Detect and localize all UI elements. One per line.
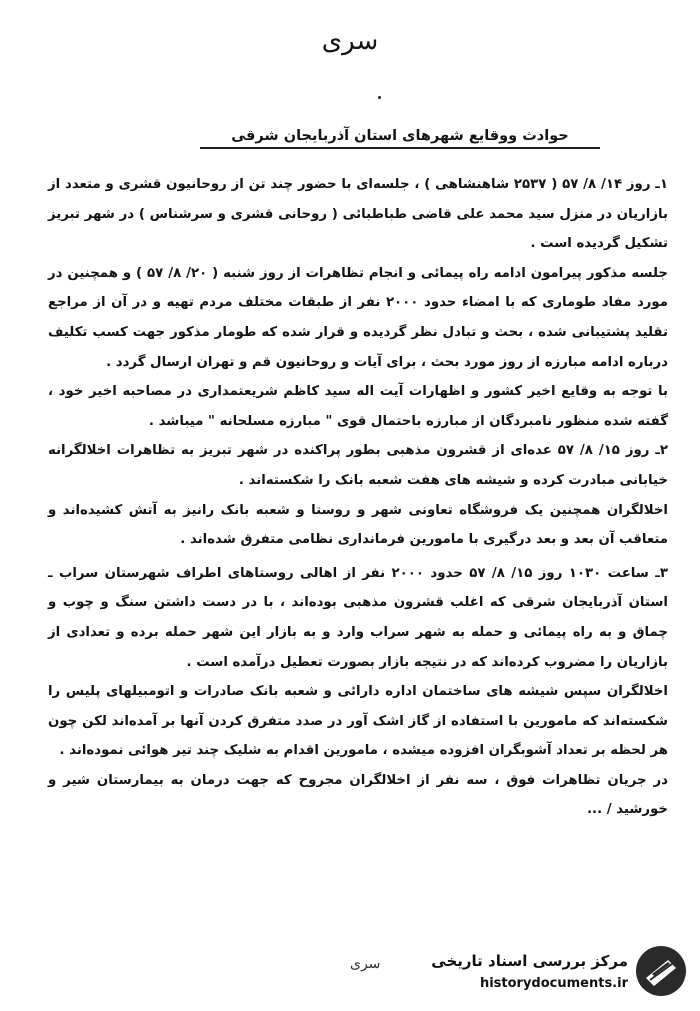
paragraph-1: ۱ـ روز ۱۴/ ۸/ ۵۷ ( ۲۵۳۷ شاهنشاهی ) ، جلسه‌ای با حضور چند تن از روحانیون قشری و متعدد از بازاریان در منزل سید محمد علی قاضی طباطبائی ( روحانی قشری و سرشناس ) در شهر تبریز تشکیل گردیده است . xyxy=(48,177,668,252)
paragraph-6: ۳ـ ساعت ۱۰۳۰ روز ۱۵/ ۸/ ۵۷ حدود ۲۰۰۰ نفر از اهالی روستاهای اطراف شهرستان سراب ـ استان آذربایجان شرقی که اغلب قشرون مذهبی بوده‌اند ، با در دست داشتن سنگ و چوب و چماق و به راه پیمائی و حمله به شهر سراب وارد و به بازار این شهر حمله برده و تعدادی از بازاریان را مضروب کرده‌اند که در نتیجه بازار بصورت تعطیل درآمده است . xyxy=(48,565,668,670)
paragraph-2: جلسه مذکور پیرامون ادامه راه پیمائی و انجام تظاهرات از روز شنبه ( ۲۰/ ۸/ ۵۷ ) و همچنین در مورد مفاد طوماری که با امضاء حدود ۲۰۰۰ نفر از طبقات مختلف مردم تهیه و در آن از مراجع تقلید پشتیبانی شده ، بحث و تبادل نظر گردیده و قرار شده که طومار مذکور جهت کسب تکلیف درباره ادامه مبارزه از روز مورد بحث ، برای آیات و روحانیون قم و تهران ارسال گردد . xyxy=(48,265,668,370)
classification-mark: سری xyxy=(321,26,379,56)
document-title: حوادث ووقایع شهرهای استان آذربایجان شرقی xyxy=(200,128,600,149)
archive-logo-icon xyxy=(634,944,688,998)
ink-dot xyxy=(378,96,381,99)
document-body xyxy=(48,170,668,825)
handwritten-mark: سری xyxy=(350,956,381,972)
paragraph-8: در جریان تظاهرات فوق ، سه نفر از اخلالگران مجروح که جهت درمان به بیمارستان شیر و خورشید / ... xyxy=(48,772,668,818)
paragraph-5: اخلالگران همچنین یک فروشگاه تعاونی شهر و روستا و شعبه بانک رانیز به آتش کشیده‌اند و متعاقب آن بعد و بعد درگیری با مامورین فرمانداری نظامی متفرق شده‌اند . xyxy=(48,502,668,548)
paragraph-7: اخلالگران سپس شیشه های ساختمان اداره دارائی و شعبه بانک صادرات و اتومبیلهای پلیس را شکسته‌اند که مامورین با استفاده از گاز اشک آور در صدد متفرق کردن آنها بر آمده‌اند لکن چون هر لحظه بر تعداد آشوبگران افزوده میشده ، مامورین اقدام به شلیک چند تیر هوائی نموده‌اند . xyxy=(48,684,668,759)
paragraph-4: ۲ـ روز ۱۵/ ۸/ ۵۷ عده‌ای از قشرون مذهبی بطور پراکنده در شهر تبریز به تظاهرات اخلالگرانه خیابانی مبادرت کرده و شیشه های هفت شعبه بانک را شکسته‌اند . xyxy=(48,443,668,488)
watermark-title: مرکز بررسی اسناد تاریخی xyxy=(431,952,628,970)
watermark-url: historydocuments.ir xyxy=(479,976,628,991)
paragraph-3: با توجه به وقایع اخیر کشور و اظهارات آیت اله سید کاظم شریعتمداری در مصاحبه اخیر خود ، گفته شده منظور نامبردگان از مبارزه باحتمال قوی " مبارزه مسلحانه " میباشد . xyxy=(48,384,668,429)
